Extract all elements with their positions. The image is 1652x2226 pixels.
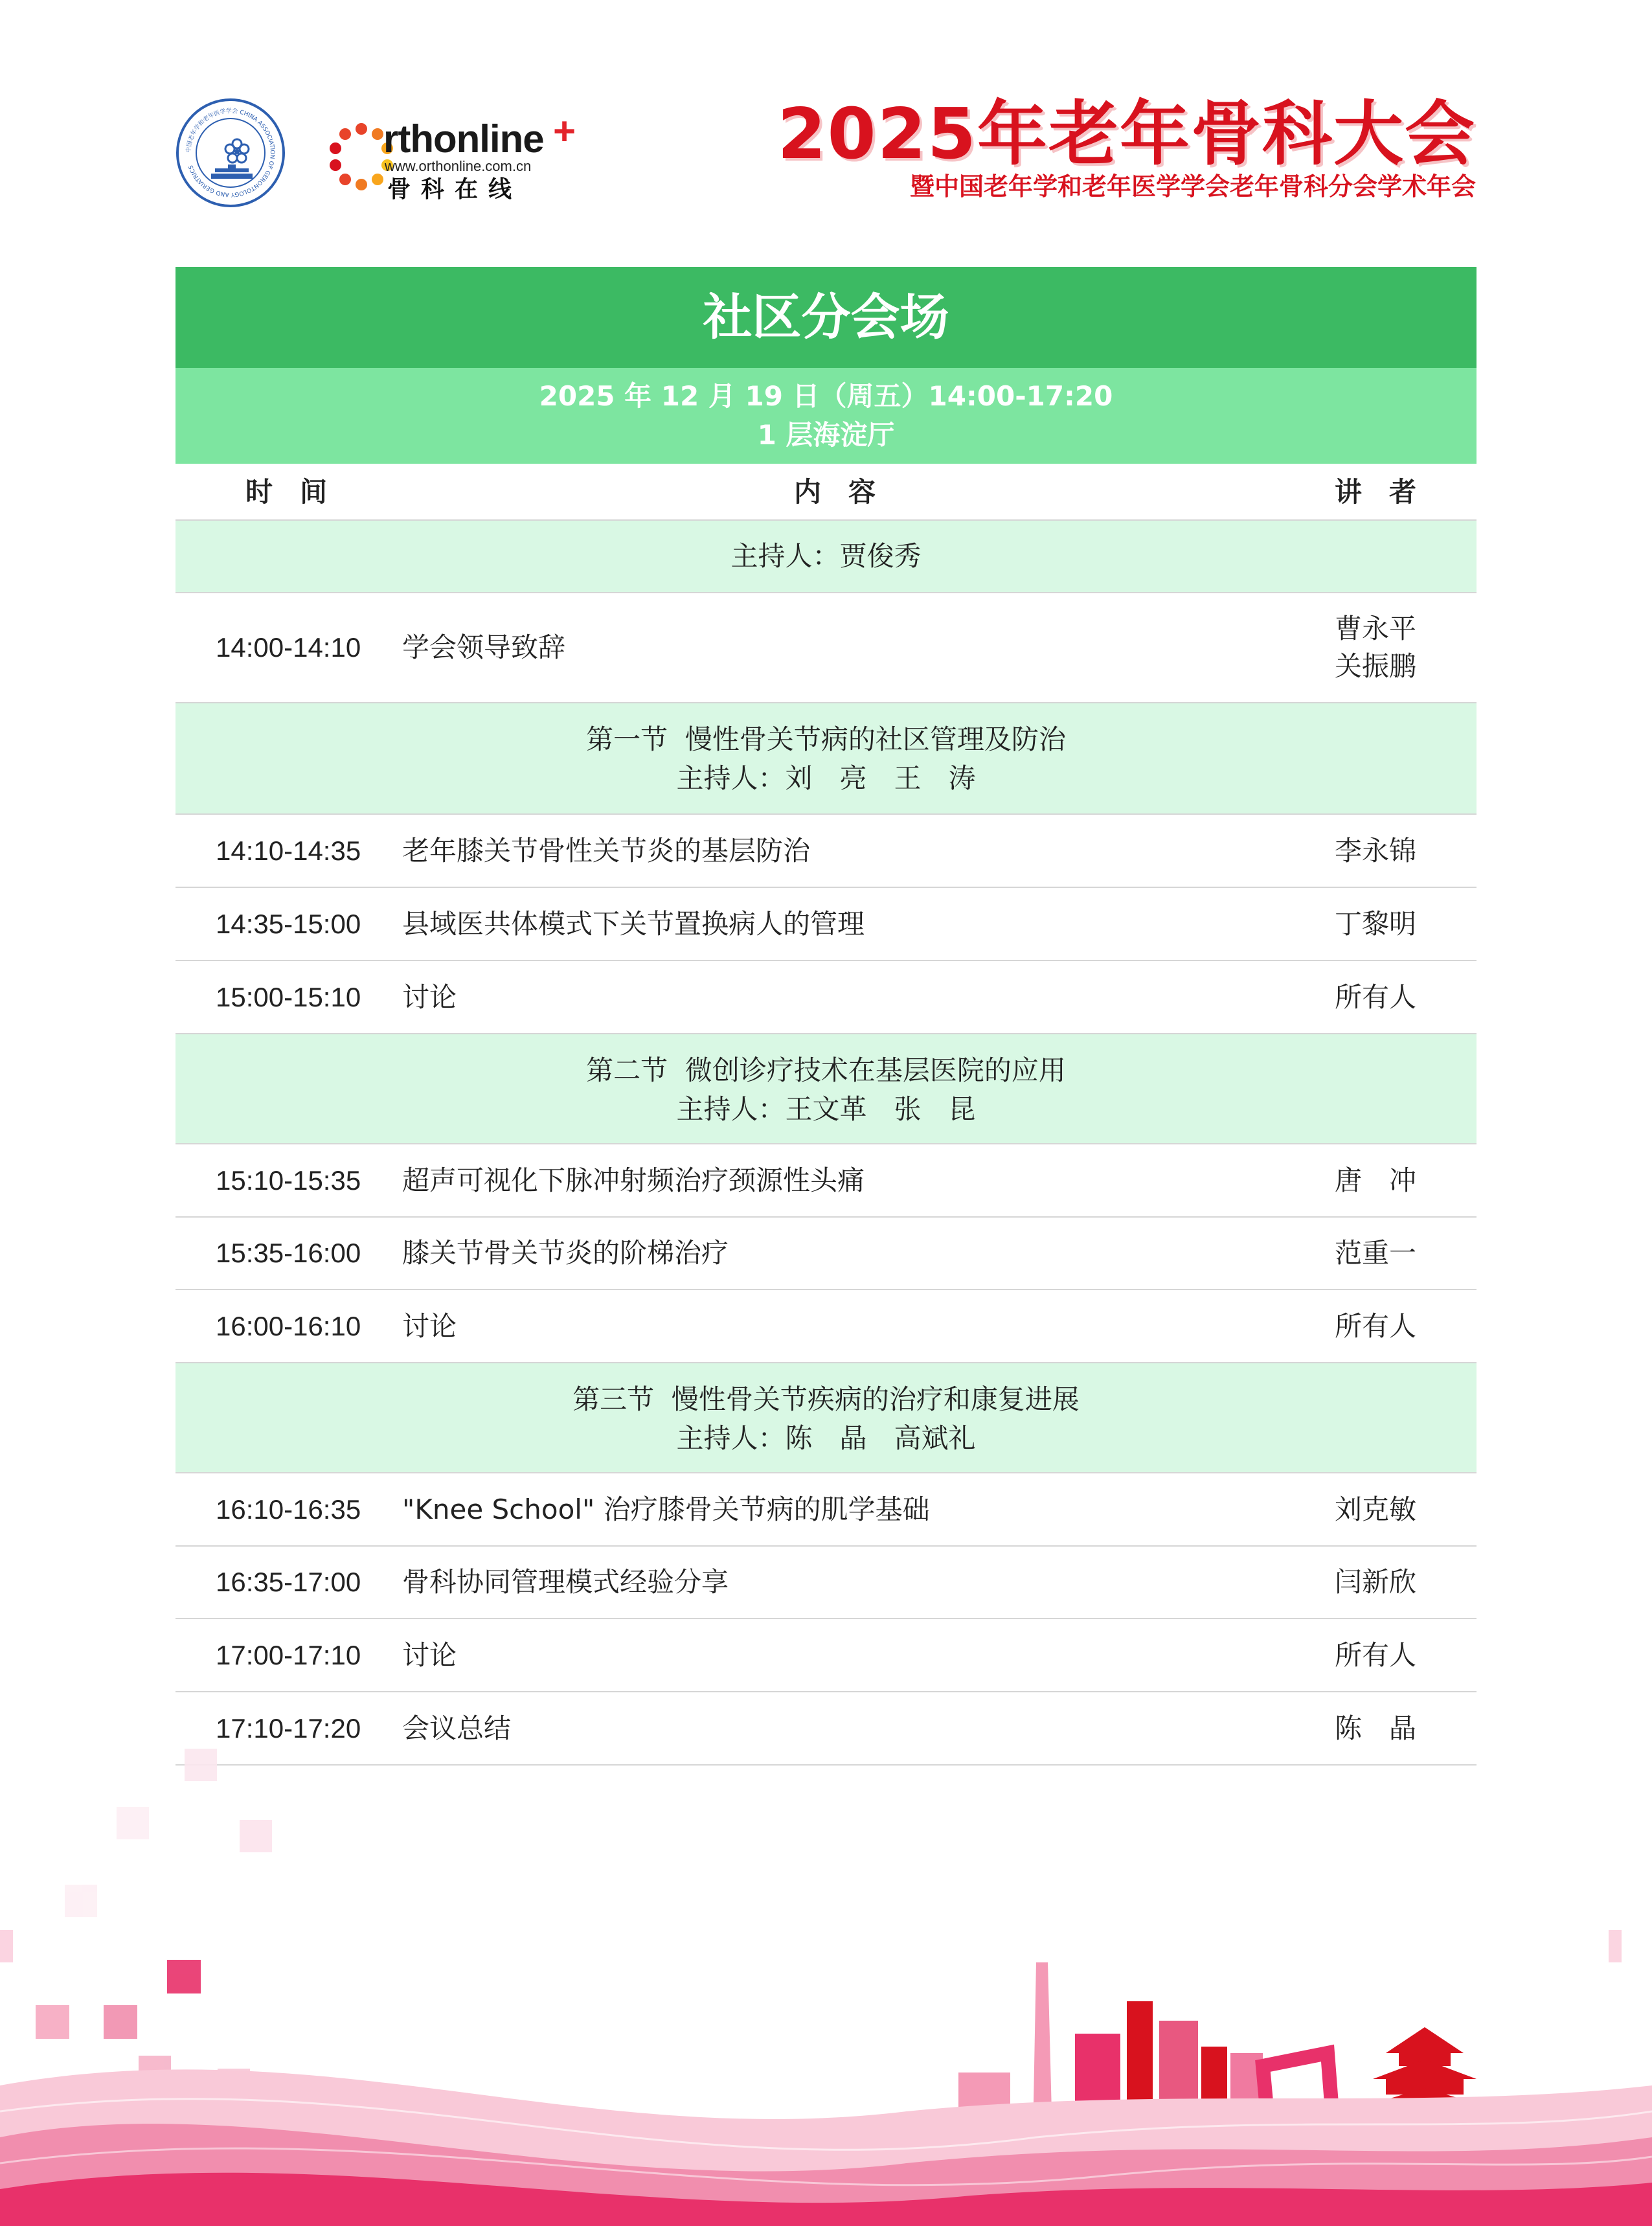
row-speaker: 刘克敏 [1335, 1493, 1417, 1525]
row-topic: 讨论 [402, 1639, 457, 1671]
section-row [175, 1363, 1477, 1473]
row-time: 14:00-14:10 [216, 632, 361, 663]
row-speaker: 所有人 [1335, 981, 1417, 1013]
table-row [175, 1290, 1477, 1363]
row-speaker: 所有人 [1335, 1310, 1417, 1342]
section-title: 第二节 微创诊疗技术在基层医院的应用 [586, 1054, 1066, 1086]
orthonline-url: www.orthonline.com.cn [385, 158, 532, 174]
table-row [175, 1144, 1477, 1218]
row-topic: 超声可视化下脉冲射频治疗颈源性头痛 [402, 1164, 865, 1196]
row-time: 15:35-16:00 [216, 1238, 361, 1268]
row-topic: 学会领导致辞 [402, 631, 566, 663]
host-label: 主持人：贾俊秀 [730, 540, 922, 572]
column-header-speaker: 讲 者 [1335, 476, 1417, 508]
column-header-time: 时 间 [245, 476, 328, 508]
pixel-squares [0, 1749, 1622, 2101]
row-topic: 讨论 [402, 1310, 457, 1342]
row-speaker: 李永锦 [1335, 835, 1417, 867]
row-time: 14:10-14:35 [216, 835, 361, 866]
seal-inner-circle [196, 118, 266, 188]
table-row [175, 1473, 1477, 1547]
table-row [175, 1619, 1477, 1692]
venue-datetime-bar [175, 368, 1477, 464]
row-topic: 讨论 [402, 981, 457, 1013]
orthonline-plus-mark: + [553, 109, 576, 153]
row-topic: 膝关节骨关节炎的阶梯治疗 [402, 1237, 729, 1269]
venue-title: 社区分会场 [175, 267, 1477, 368]
section-title: 第三节 慢性骨关节疾病的治疗和康复进展 [572, 1383, 1080, 1415]
row-speaker: 丁黎明 [1335, 908, 1417, 940]
section-row [175, 1034, 1477, 1144]
row-time: 16:35-17:00 [216, 1567, 361, 1597]
row-speaker: 曹永平 [1335, 613, 1417, 644]
row-topic: 县域医共体模式下关节置换病人的管理 [402, 908, 865, 940]
section-hosts: 主持人：陈 晶 高斌礼 [676, 1422, 976, 1454]
row-topic: 老年膝关节骨性关节炎的基层防治 [402, 835, 811, 867]
row-time: 17:10-17:20 [216, 1713, 361, 1743]
section-hosts: 主持人：王文革 张 昆 [676, 1093, 976, 1125]
footer-city-skyline-decoration [0, 1749, 1652, 2226]
row-time: 17:00-17:10 [216, 1640, 361, 1670]
row-speaker-2: 关振鹏 [1335, 650, 1417, 682]
row-time: 15:00-15:10 [216, 982, 361, 1012]
row-speaker: 范重一 [1335, 1237, 1417, 1269]
column-header-row [175, 464, 1477, 521]
section-title: 第一节 慢性骨关节病的社区管理及防治 [586, 723, 1066, 755]
row-topic: 会议总结 [402, 1712, 512, 1744]
row-speaker: 陈 晶 [1335, 1712, 1417, 1744]
row-time: 15:10-15:35 [216, 1165, 361, 1196]
row-speaker: 所有人 [1335, 1639, 1417, 1671]
row-topic: 骨科协同管理模式经验分享 [402, 1566, 729, 1598]
row-topic: "Knee School" 治疗膝骨关节病的肌学基础 [402, 1493, 930, 1525]
row-time: 16:10-16:35 [216, 1494, 361, 1525]
great-hall-icon [209, 165, 255, 181]
row-time: 14:35-15:00 [216, 909, 361, 939]
seal-ring-text: 中国老年学和老年医学学会 CHINA ASSOCIATION OF GERONTOLOGY AND GERIATRICS [185, 108, 276, 198]
row-time: 16:00-16:10 [216, 1311, 361, 1341]
table-row [175, 1218, 1477, 1290]
table-row [175, 1547, 1477, 1619]
flower-icon [223, 137, 251, 166]
orthonline-logo [329, 109, 588, 203]
section-hosts: 主持人：刘 亮 王 涛 [676, 762, 976, 794]
event-title: 2025年老年骨科大会 [777, 94, 1476, 175]
table-row [175, 815, 1477, 888]
row-speaker: 闫新欣 [1335, 1566, 1417, 1598]
host-row [175, 521, 1477, 593]
header [0, 0, 1652, 233]
orthonline-wordmark: rthonline [383, 117, 544, 161]
section-row [175, 703, 1477, 815]
venue-datetime: 2025 年 12 月 19 日（周五）14:00-17:20 [539, 380, 1113, 412]
table-row [175, 961, 1477, 1034]
venue-room: 1 层海淀厅 [757, 419, 895, 451]
table-row [175, 593, 1477, 703]
row-speaker: 唐 冲 [1335, 1164, 1417, 1196]
association-seal-logo [176, 98, 285, 207]
event-subtitle: 暨中国老年学和老年医学学会老年骨科分会学术年会 [909, 172, 1476, 201]
column-header-content: 内 容 [794, 476, 876, 508]
orthonline-cn-name: 骨科在线 [387, 176, 523, 203]
table-row [175, 888, 1477, 961]
